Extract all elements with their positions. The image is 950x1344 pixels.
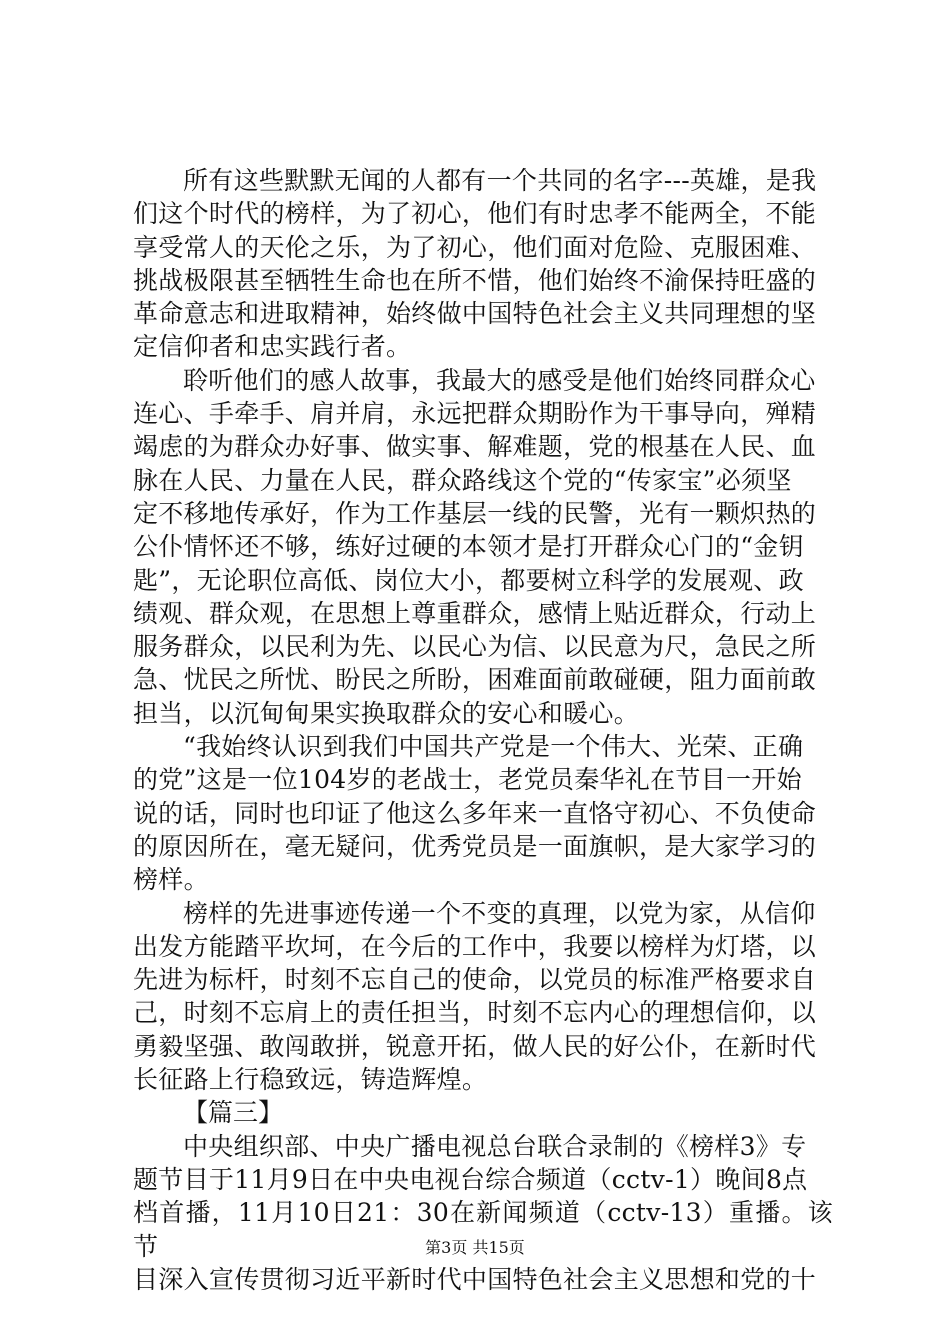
document-body <box>133 164 833 1296</box>
paragraph-program: 中央组织部、中央广播电视总台联合录制的《榜样3》专 题节目于11月9日在中央电视台综合频道（cctv-1）晚间8点 档首播，11月10日21：30在新闻频道（cctv-13）重播。该节 目深入宣传贯彻习近平新时代中国特色社会主义思想和党的十 <box>133 1131 833 1294</box>
page-footer: 第3页 共15页 <box>425 1238 525 1257</box>
paragraph-role-model: 榜样的先进事迹传递一个不变的真理，以党为家，从信仰 出发方能踏平坎坷，在今后的工作中，我要以榜样为灯塔，以 先进为标杆，时刻不忘自己的使命，以党员的标准严格要求自 己，时刻不忘肩上的责任担当，时刻不忘内心的理想信仰，以 勇毅坚强、敢闯敢拼，锐意开拓，做人民的好公仆，在新时代 长征路上行稳致远，铸造辉煌。 <box>133 898 817 1095</box>
paragraph-heroes: 所有这些默默无闻的人都有一个共同的名字---英雄，是我 们这个时代的榜样，为了初心，他们有时忠孝不能两全，不能 享受常人的天伦之乐，为了初心，他们面对危险、克服困难、 挑战极限甚至牺牲生命也在所不惜，他们始终不渝保持旺盛的 革命意志和进取精神，始终做中国特色社会主义共同理想的坚 定信仰者和忠实践行者。 <box>133 166 817 362</box>
paragraph-masses: 聆听他们的感人故事，我最大的感受是他们始终同群众心 连心、手牵手、肩并肩，永远把群众期盼作为干事导向，殚精 竭虑的为群众办好事、做实事、解难题，党的根基在人民、血 脉在人民、力量在人民，群众路线这个党的“传家宝”必须坚 定不移地传承好，作为工作基层一线的民警，光有一颗炽热的 公仆情怀还不够，练好过硬的本领才是打开群众心门的“金钥 匙”，无论职位高低、岗位大小，都要树立科学的发展观、政 绩观、群众观，在思想上尊重群众，感情上贴近群众，行动上 服务群众，以民利为先、以民心为信、以民意为尺，急民之所 急、忧民之所忧、盼民之所盼，困难面前敢碰硬，阻力面前敢 担当，以沉甸甸果实换取群众的安心和暖心。 <box>133 365 817 728</box>
paragraph-veteran: “我始终认识到我们中国共产党是一个伟大、光荣、正确 的党”这是一位104岁的老战士，老党员秦华礼在节目一开始 说的话，同时也印证了他这么多年来一直恪守初心、不负使命 的原因所在，毫无疑问，优秀党员是一面旗帜，是大家学习的 榜样。 <box>133 732 817 895</box>
section-heading: 【篇三】 <box>183 1098 284 1128</box>
